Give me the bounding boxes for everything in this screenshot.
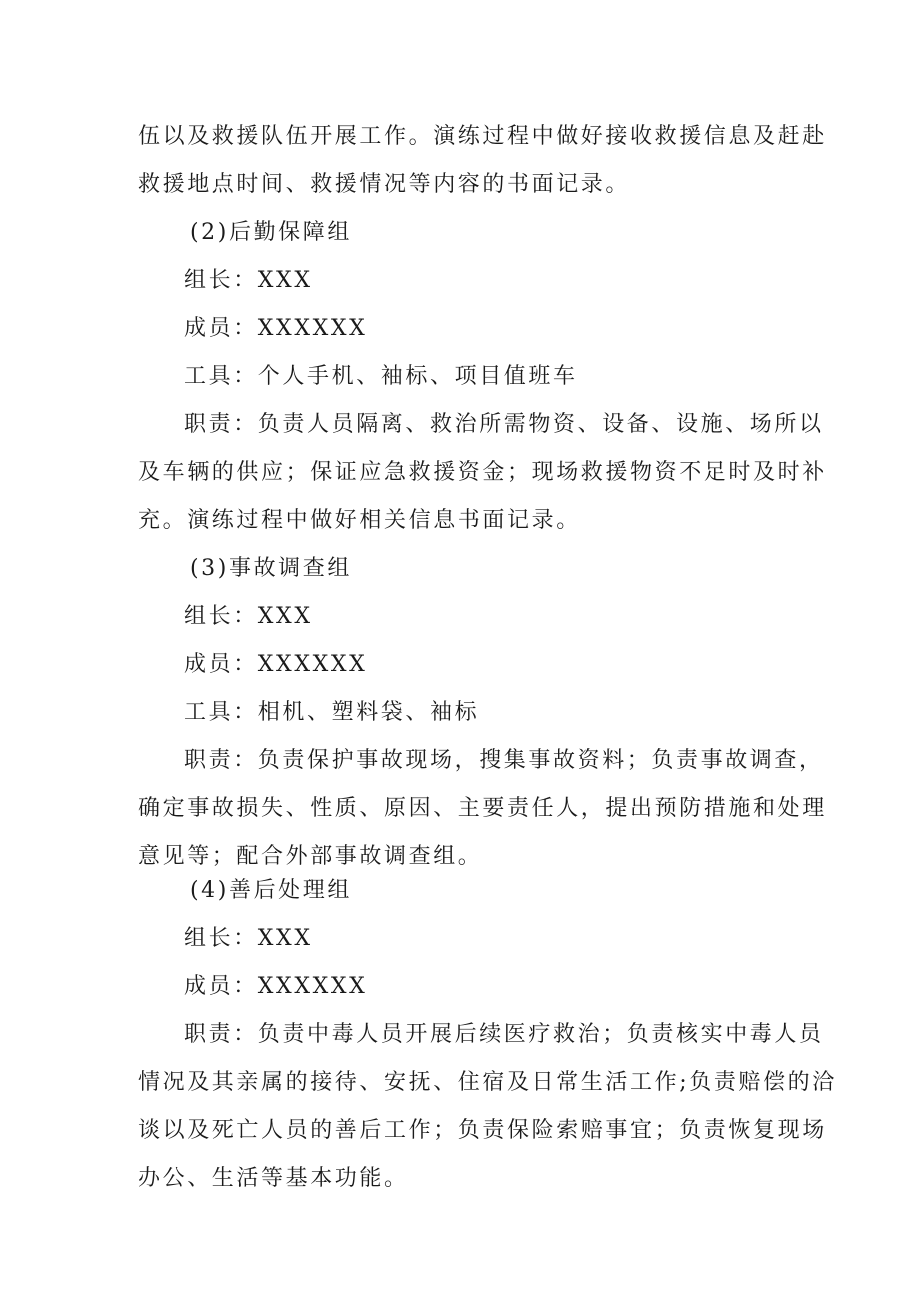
group-leader-line: 组长：XXX — [184, 926, 313, 951]
group-duty-line: 职责：负责保护事故现场，搜集事故资料；负责事故调查， — [184, 748, 824, 773]
group-tools-line: 工具：相机、塑料袋、袖标 — [184, 700, 480, 725]
group-duty-line: 职责：负责中毒人员开展后续医疗救治；负责核实中毒人员 — [184, 1022, 824, 1047]
group-leader-line: 组长：XXX — [184, 268, 313, 293]
paragraph-line: 及车辆的供应；保证应急救援资金；现场救援物资不足时及时补 — [138, 460, 827, 485]
paragraph-line: 确定事故损失、性质、原因、主要责任人，提出预防措施和处理 — [138, 796, 827, 821]
paragraph-line: 充。演练过程中做好相关信息书面记录。 — [138, 508, 581, 533]
group-duty-line: 职责：负责人员隔离、救治所需物资、设备、设施、场所以 — [184, 412, 824, 437]
group-members-line: 成员：XXXXXX — [184, 652, 368, 677]
paragraph-line: 救援地点时间、救援情况等内容的书面记录。 — [138, 172, 631, 197]
paragraph-line: 伍以及救援队伍开展工作。演练过程中做好接收救援信息及赶赴 — [138, 124, 827, 149]
section-heading-investigation: (3)事故调查组 — [190, 556, 352, 581]
paragraph-line: 意见等；配合外部事故调查组。 — [138, 844, 483, 869]
section-heading-logistics: (2)后勤保障组 — [190, 220, 352, 245]
group-members-line: 成员：XXXXXX — [184, 316, 368, 341]
paragraph-line: 情况及其亲属的接待、安抚、住宿及日常生活工作;负责赔偿的洽 — [138, 1070, 837, 1095]
paragraph-line: 办公、生活等基本功能。 — [138, 1166, 409, 1191]
group-members-line: 成员：XXXXXX — [184, 974, 368, 999]
section-heading-aftermath: (4)善后处理组 — [190, 878, 352, 903]
group-leader-line: 组长：XXX — [184, 604, 313, 629]
group-tools-line: 工具：个人手机、袖标、项目值班车 — [184, 364, 578, 389]
paragraph-line: 谈以及死亡人员的善后工作；负责保险索赔事宜；负责恢复现场 — [138, 1118, 827, 1143]
